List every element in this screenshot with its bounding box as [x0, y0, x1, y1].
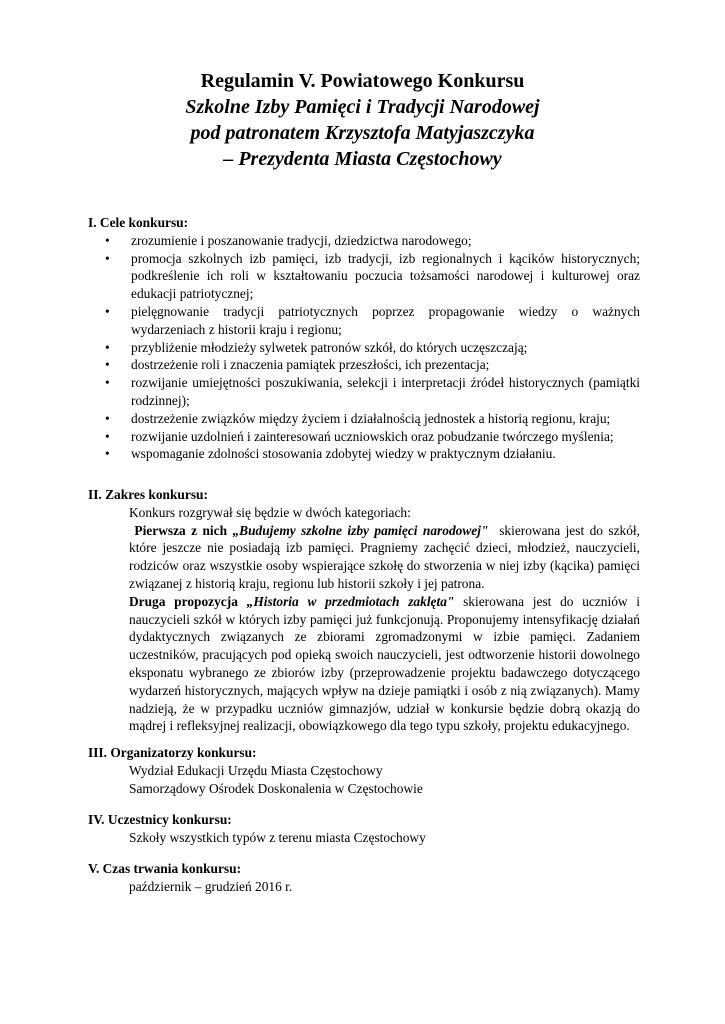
category-2-text: skierowana jest do uczniów i nauczycieli szkół w których izby pamięci już funkcjonują. Proponujemy intensyfikację działań dydaktycznych związanych ze zbiorami zgromadzonymi w izbie pamięci. Zadaniem uczestników, pracujących pod opieką swoich nauczycieli, jest odtworzenie historii dowolnego eksponatu wybranego ze zbiorów izby (przeprowadzenie projektu badawczego dotyczącego wydarzeń historycznych, mających wpływ na dzieje pamiątki i osób z nią związanych). Mamy nadzieją, że w przypadku uczniów gimnazjów, udział w konkursie będzie dobrą okazją do mądrej i refleksyjnej realizacji, obowiązkowego dla tego typu szkoły, projektu edukacyjnego.	[129, 593, 641, 734]
list-item: • promocja szkolnych izb pamięci, izb tradycji, izb regionalnych i kącików historycznych; podkreślenie ich roli w kształtowaniu poczucia tożsamości narodowej i kulturowej oraz edukacji patriotycznej;	[88, 250, 640, 303]
list-item: • przybliżenie młodzieży sylwetek patronów szkół, do których uczęszczają;	[88, 339, 640, 357]
goals-list	[88, 232, 640, 463]
scope-category-1	[88, 522, 640, 593]
category-2-name: „Historia w przedmiotach zaklęta"	[246, 593, 455, 609]
scope-intro: Konkurs rozgrywał się będzie w dwóch kategoriach:	[129, 504, 411, 520]
category-2-lead: Druga propozycja	[129, 593, 238, 609]
organizer-1: Wydział Edukacji Urzędu Miasta Częstochowy	[129, 762, 383, 778]
section-organizers-heading: III. Organizatorzy konkursu:	[88, 745, 257, 760]
list-item: • rozwijanie umiejętności poszukiwania, selekcji i interpretacji źródeł historycznych (pamiątki rodzinnej);	[88, 374, 640, 410]
document-title	[0, 68, 725, 172]
list-item: • zrozumienie i poszanowanie tradycji, dziedzictwa narodowego;	[88, 232, 640, 250]
organizer-2: Samorządowy Ośrodek Doskonalenia w Częstochowie	[129, 780, 423, 796]
scope-category-2	[88, 593, 640, 735]
list-item: • rozwijanie uzdolnień i zainteresowań uczniowskich oraz pobudzanie twórczego myślenia;	[88, 428, 640, 446]
title-line-1: Regulamin V. Powiatowego Konkursu	[200, 70, 525, 92]
section-goals-heading: I. Cele konkursu:	[88, 215, 189, 230]
category-1-text: skierowana jest do szkół, które jeszcze nie posiadają izb pamięci. Pragniemy zachęcić dzieci, młodzież, nauczycieli, rodziców oraz wszystkie osoby wspierające szkołę do stworzenia w niej izby (kącika) pamięci związanej z historią kraju, regionu lub historii szkoły i jej patrona.	[129, 522, 640, 591]
category-1-lead: Pierwsza z nich	[134, 522, 228, 538]
title-line-3: pod patronatem Krzysztofa Matyjaszczyka	[190, 122, 535, 144]
duration-text: październik – grudzień 2016 r.	[129, 878, 293, 894]
list-item: • dostrzeżenie związków między życiem i działalnością jednostek a historią regionu, kraju;	[88, 410, 640, 428]
category-1-name: „Budujemy szkolne izby pamięci narodowej"	[232, 522, 489, 538]
list-item: • pielęgnowanie tradycji patriotycznych poprzez propagowanie wiedzy o ważnych wydarzeniach z historii kraju i regionu;	[88, 303, 640, 339]
section-participants	[88, 811, 640, 847]
section-goals	[88, 214, 640, 463]
section-scope	[88, 486, 640, 735]
title-line-2: Szkolne Izby Pamięci i Tradycji Narodowej	[185, 96, 540, 118]
title-line-4: – Prezydenta Miasta Częstochowy	[223, 148, 502, 170]
section-duration	[88, 860, 640, 896]
list-item: • wspomaganie zdolności stosowania zdobytej wiedzy w praktycznym działaniu.	[88, 445, 640, 463]
list-item: • dostrzeżenie roli i znaczenia pamiątek przeszłości, ich prezentacja;	[88, 356, 640, 374]
section-participants-heading: IV. Uczestnicy konkursu:	[88, 812, 232, 827]
participants-text: Szkoły wszystkich typów z terenu miasta Częstochowy	[129, 829, 426, 845]
section-duration-heading: V. Czas trwania konkursu:	[88, 861, 242, 876]
section-organizers	[88, 744, 640, 797]
section-scope-heading: II. Zakres konkursu:	[88, 487, 208, 502]
